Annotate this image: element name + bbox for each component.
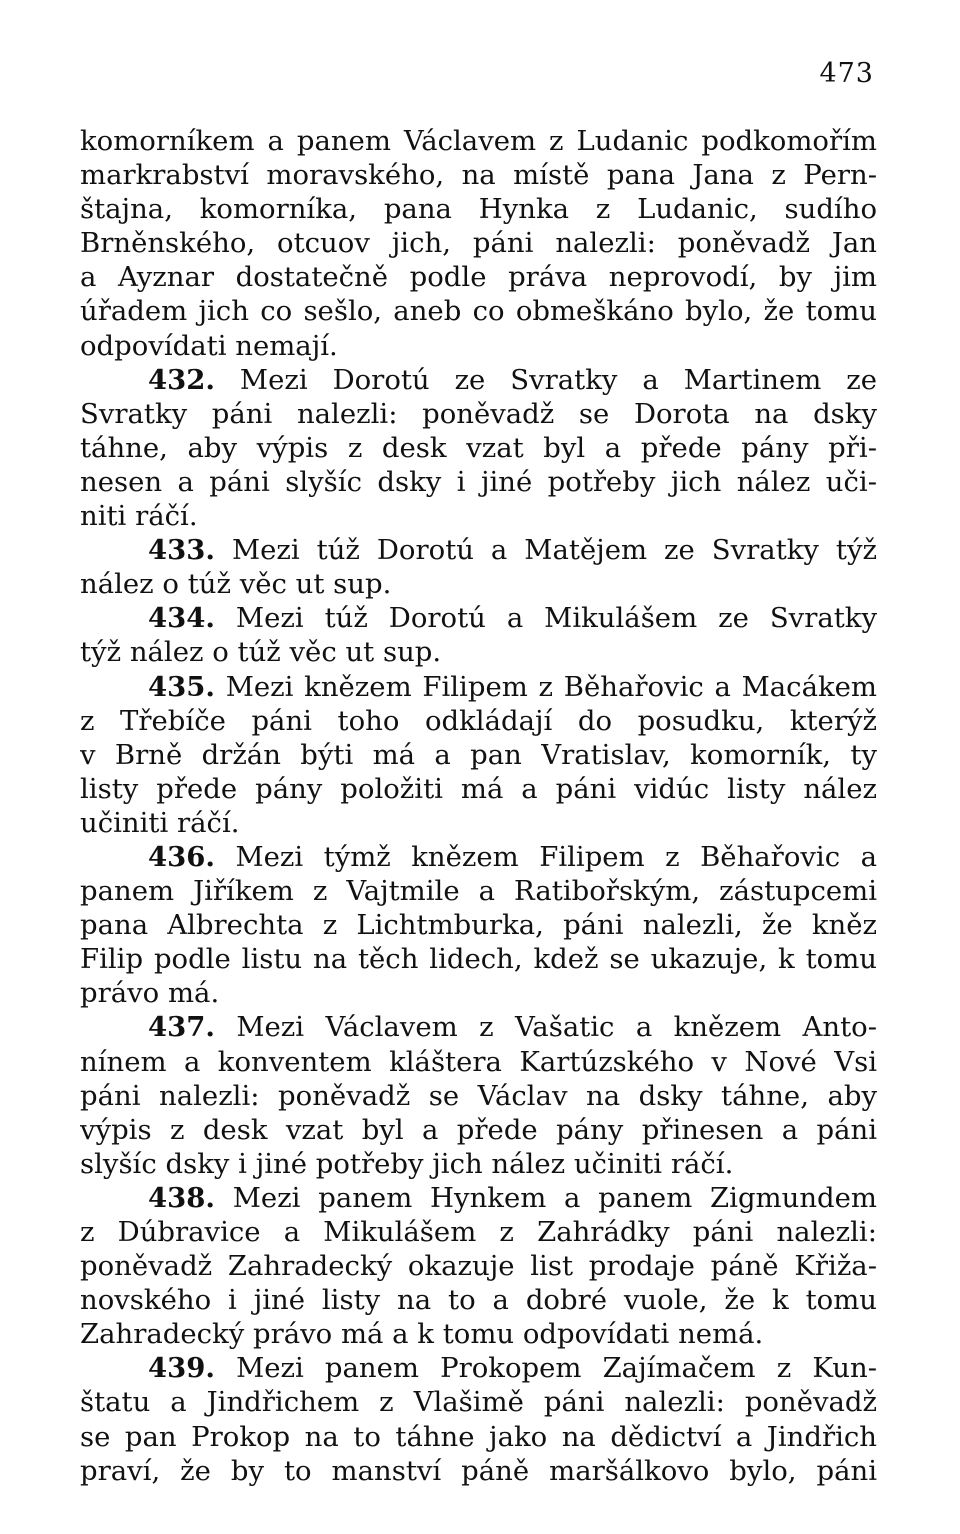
line-text: Zahradecký právo má a k tomu odpovídati nemá.	[80, 1318, 764, 1351]
text-line	[80, 431, 877, 465]
line-text: niti ráčí.	[80, 500, 198, 533]
text-line	[80, 1079, 877, 1113]
text-line	[80, 908, 877, 942]
text-line	[80, 942, 877, 976]
line-text: z Dúbravice a Mikulášem z Zahrádky páni nalezli:	[80, 1216, 877, 1248]
text-line	[80, 363, 877, 397]
line-text: Filip podle listu na těch lidech, kdež se ukazuje, k tomu	[80, 943, 877, 976]
line-text: Mezi túž Dorotú a Matějem ze Svratky týž	[214, 534, 877, 567]
entry-number: 437.	[148, 1011, 215, 1044]
text-line	[80, 567, 877, 601]
line-text: listy přede pány položiti má a páni vidúc listy nález	[80, 772, 877, 805]
line-text: táhne, aby výpis z desk vzat byl a přede pány při-	[80, 431, 877, 464]
entry-number: 438.	[148, 1181, 215, 1214]
line-text: nesen a páni slyšíc dsky i jiné potřeby jich nález uči-	[80, 465, 877, 498]
line-text: slyšíc dsky i jiné potřeby jich nález učiniti ráčí.	[80, 1147, 734, 1180]
line-text: novského i jiné listy na to a dobré vuole, že k tomu	[80, 1284, 877, 1317]
line-text: nález o túž věc ut sup.	[80, 568, 392, 601]
line-text: Brněnského, otcuov jich, páni nalezli: poněvadž Jan	[80, 227, 877, 260]
line-text: v Brně držán býti má a pan Vratislav, komorník, ty	[80, 738, 877, 771]
line-text: praví, že by to manství páně maršálkovo bylo, páni	[80, 1454, 877, 1487]
text-line	[80, 1454, 877, 1488]
text-line	[80, 294, 877, 328]
text-line	[80, 1283, 877, 1317]
text-line	[80, 772, 877, 806]
page-number: 473	[819, 58, 874, 89]
text-line	[80, 465, 877, 499]
text-line	[80, 1010, 877, 1044]
text-line	[80, 738, 877, 772]
text-line	[80, 158, 877, 192]
text-line	[80, 1045, 877, 1079]
text-line	[80, 329, 877, 363]
line-text: Mezi Dorotú ze Svratky a Martinem ze	[214, 363, 877, 396]
text-line	[80, 1385, 877, 1419]
line-text: Mezi Václavem z Vašatic a knězem Anto-	[214, 1011, 877, 1044]
line-text: učiniti ráčí.	[80, 806, 240, 839]
entry-number: 432.	[148, 363, 215, 396]
line-text: pana Albrechta z Lichtmburka, páni nalezli, že kněz	[80, 909, 877, 942]
entry-number: 436.	[148, 840, 215, 873]
text-line	[80, 806, 877, 840]
line-text: Mezi panem Prokopem Zajímačem z Kun-	[214, 1352, 877, 1385]
line-text: nínem a konventem kláštera Kartúzského v Nové Vsi	[80, 1045, 877, 1078]
line-text: se pan Prokop na to táhne jako na dědictví a Jindřich	[80, 1420, 877, 1453]
line-text: odpovídati nemají.	[80, 329, 338, 362]
text-line	[80, 704, 877, 738]
text-line	[80, 499, 877, 533]
text-line	[80, 1420, 877, 1454]
text-line	[80, 226, 877, 260]
line-text: výpis z desk vzat byl a přede pány přinesen a páni	[80, 1113, 877, 1146]
line-text: Mezi knězem Filipem z Běhařovic a Macákem	[214, 670, 877, 703]
line-text: páni nalezli: poněvadž se Václav na dsky táhne, aby	[80, 1079, 877, 1112]
line-text: z Třebíče páni toho odkládají do posudku, kterýž	[80, 704, 877, 737]
line-text: právo má.	[80, 977, 220, 1010]
entry-number: 434.	[148, 602, 215, 635]
text-line	[80, 635, 877, 669]
line-text: týž nález o túž věc ut sup.	[80, 636, 442, 669]
text-block	[80, 124, 877, 1488]
line-text: a Ayznar dostatečně podle práva neprovodí, by jim	[80, 261, 877, 294]
text-line	[80, 1317, 877, 1351]
text-line	[80, 192, 877, 226]
entry-number: 433.	[148, 534, 215, 567]
text-line	[80, 124, 877, 158]
text-line	[80, 1215, 877, 1249]
text-line	[80, 874, 877, 908]
text-line	[80, 533, 877, 567]
text-line	[80, 260, 877, 294]
line-text: Mezi túž Dorotú a Mikulášem ze Svratky	[214, 602, 877, 635]
line-text: Mezi panem Hynkem a panem Zigmundem	[214, 1181, 877, 1214]
line-text: Mezi týmž knězem Filipem z Běhařovic a	[214, 840, 877, 873]
line-text: štatu a Jindřichem z Vlašimě páni nalezli: poněvadž	[80, 1386, 877, 1419]
line-text: komorníkem a panem Václavem z Ludanic podkomořím	[80, 125, 877, 157]
text-line	[80, 976, 877, 1010]
text-line	[80, 840, 877, 874]
text-line	[80, 1147, 877, 1181]
text-line	[80, 1351, 877, 1385]
text-line	[80, 670, 877, 704]
text-line	[80, 601, 877, 635]
line-text: poněvadž Zahradecký okazuje list prodaje páně Křiža-	[80, 1250, 877, 1283]
line-text: úřadem jich co sešlo, aneb co obmeškáno bylo, že tomu	[80, 295, 877, 328]
line-text: štajna, komorníka, pana Hynka z Ludanic, sudího	[80, 193, 877, 226]
line-text: panem Jiříkem z Vajtmile a Ratibořským, zástupcemi	[80, 875, 877, 908]
text-line	[80, 1113, 877, 1147]
line-text: markrabství moravského, na místě pana Jana z Pern-	[80, 159, 877, 192]
text-line	[80, 1181, 877, 1215]
entry-number: 435.	[148, 670, 215, 703]
text-line	[80, 397, 877, 431]
entry-number: 439.	[148, 1352, 215, 1385]
line-text: Svratky páni nalezli: poněvadž se Dorota na dsky	[80, 397, 877, 430]
text-line	[80, 1249, 877, 1283]
